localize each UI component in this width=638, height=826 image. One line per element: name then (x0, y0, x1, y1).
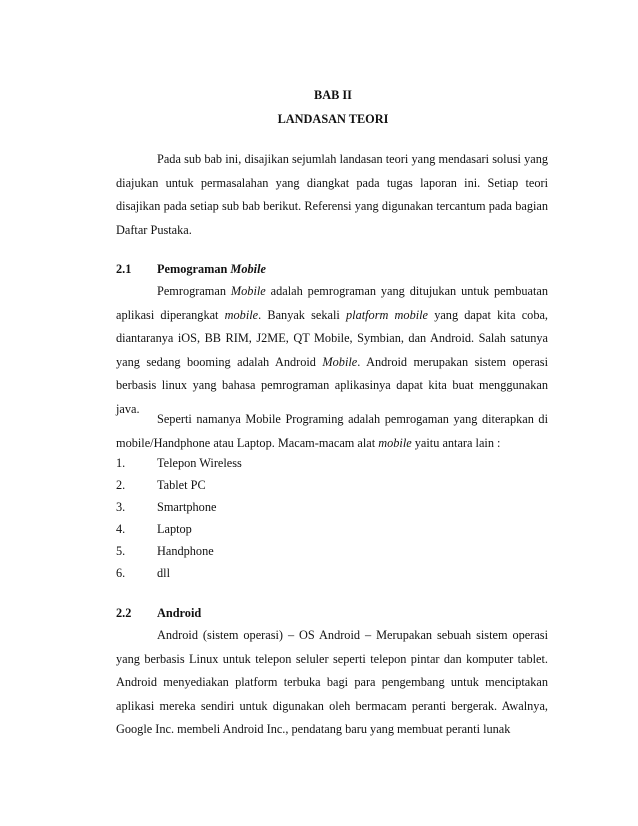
text-run-italic: mobile (378, 435, 412, 450)
section-2-2-heading (116, 606, 201, 621)
text-run: . Android merupakan sistem operasi berbasis linux yang bahasa pemrograman aplikasinya dapat kita buat menggunakan java. (116, 354, 548, 416)
text-run: Seperti namanya Mobile Programing adalah pemrogaman yang diterapkan di mobile/Handphone atau Laptop. Macam-macam alat (116, 412, 548, 450)
text-run: yaitu antara lain : (411, 435, 501, 450)
list-item (116, 566, 170, 584)
intro-paragraph (116, 148, 548, 242)
text-run-italic: mobile (224, 307, 259, 322)
list-item (116, 544, 214, 562)
text-run: yang dapat kita coba, diantaranya iOS, BB RIM, J2ME, QT Mobile, Symbian, dan Android. Salah satunya yang sedang booming adalah Android (116, 307, 548, 369)
list-text: Smartphone (157, 500, 217, 514)
section-2-1-paragraph-1 (116, 280, 548, 422)
text-run-italic: platform mobile (346, 307, 429, 322)
list-number: 1. (116, 456, 126, 470)
intro-text: Pada sub bab ini, disajikan sejumlah landasan teori yang mendasari solusi yang diajukan untuk permasalahan yang diangkat pada tugas laporan ini. Setiap teori disajikan pada setiap sub bab berikut. Referensi yang digunakan tercantum pada bagian Daftar Pustaka. (116, 152, 548, 237)
text-run-italic: Mobile (230, 284, 266, 298)
list-number: 6. (116, 566, 126, 580)
list-item (116, 478, 206, 496)
list-number: 5. (116, 544, 126, 558)
chapter-number: BAB II (314, 88, 352, 102)
list-number: 4. (116, 522, 126, 536)
list-item (116, 522, 192, 540)
list-item (116, 456, 242, 474)
text-run: adalah pemrograman yang ditujukan untuk pembuatan aplikasi diperangkat (116, 284, 548, 322)
list-number: 3. (116, 500, 126, 514)
text-run-italic: Mobile (322, 354, 358, 369)
chapter-title: LANDASAN TEORI (277, 112, 389, 126)
text-run: . Banyak sekali (258, 307, 346, 322)
section-number: 2.2 (116, 606, 132, 620)
list-text: Tablet PC (157, 478, 206, 492)
section-number: 2.1 (116, 262, 132, 276)
list-item (116, 500, 216, 518)
list-text: Telepon Wireless (157, 456, 242, 470)
section-2-1-paragraph-2 (116, 408, 548, 455)
list-text: dll (157, 566, 170, 580)
section-title: Pemograman (157, 262, 231, 276)
text-run: Pemrograman (157, 284, 231, 298)
section-title-italic: Mobile (230, 262, 266, 276)
list-text: Laptop (157, 522, 192, 536)
section-2-1-heading (116, 262, 266, 277)
section-2-2-paragraph-1 (116, 624, 548, 742)
list-text: Handphone (157, 544, 214, 558)
list-number: 2. (116, 478, 126, 492)
text-run: Android (sistem operasi) – OS Android – Merupakan sebuah sistem operasi yang berbasis Linux untuk telepon seluler seperti telepon pintar dan komputer tablet. Android menyediakan platform terbuka bagi para pengembang untuk menciptakan aplikasi mereka sendiri untuk digunakan oleh bermacam peranti bergerak. Awalnya, Google Inc. membeli Android Inc., pendatang baru yang membuat peranti lunak (116, 628, 548, 737)
section-title: Android (157, 606, 202, 620)
